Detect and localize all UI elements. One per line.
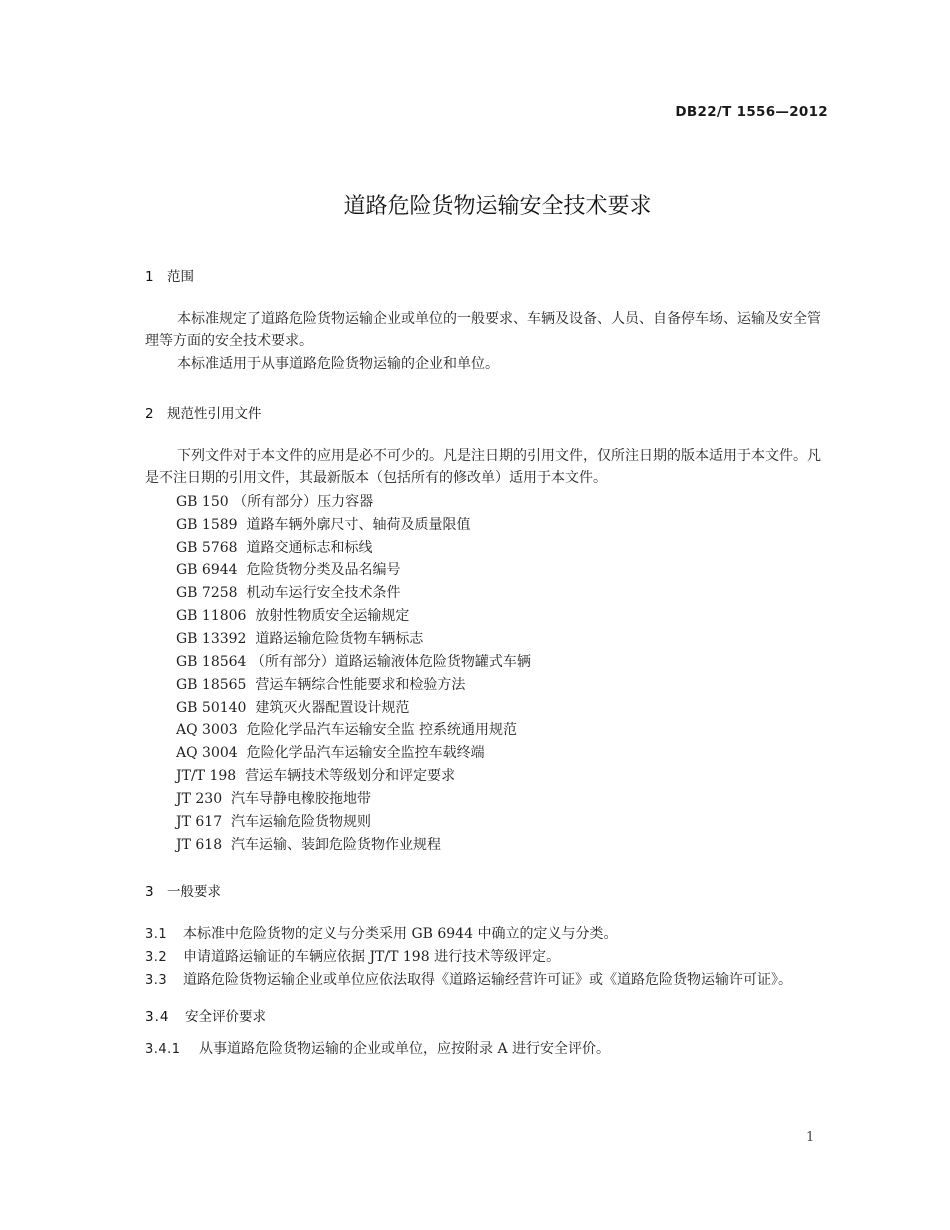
reference-item: GB 1589 道路车辆外廓尺寸、轴荷及质量限值: [176, 517, 471, 533]
document-title: 道路危险货物运输安全技术要求: [343, 194, 652, 219]
section-3-heading: [145, 880, 221, 900]
reference-item: JT 618 汽车运输、装卸危险货物作业规程: [176, 837, 442, 853]
clause-3-2: 3.2 申请道路运输证的车辆应依据 JT/T 198 进行技术等级评定。: [145, 949, 561, 965]
section-number: 2: [145, 406, 154, 422]
reference-item: GB 6944 危险货物分类及品名编号: [176, 562, 401, 578]
section-1-paragraph-1: 本标准规定了道路危险货物运输企业或单位的一般要求、车辆及设备、人员、自备停车场、运输及安全管理等方面的安全技术要求。: [145, 311, 821, 349]
clause-3-3: 3.3 道路危险货物运输企业或单位应依法取得《道路运输经营许可证》或《道路危险货物运输许可证》。: [145, 972, 792, 988]
section-1-heading: [145, 265, 194, 285]
section-title: 范围: [167, 269, 194, 285]
standard-code: DB22/T 1556—2012: [675, 104, 828, 120]
clause-3-1: 3.1 本标准中危险货物的定义与分类采用 GB 6944 中确立的定义与分类。: [145, 926, 618, 942]
reference-item: GB 13392 道路运输危险货物车辆标志: [176, 631, 424, 647]
reference-item: GB 50140 建筑灭火器配置设计规范: [176, 700, 410, 716]
section-title: 一般要求: [167, 884, 221, 900]
section-2-paragraph-1: 下列文件对于本文件的应用是必不可少的。凡是注日期的引用文件，仅所注日期的版本适用于本文件。凡是不注日期的引用文件，其最新版本（包括所有的修改单）适用于本文件。: [145, 448, 821, 486]
clause-3-4-heading: 3.4 安全评价要求: [145, 1009, 266, 1025]
reference-item: GB 150 （所有部分）压力容器: [176, 494, 374, 510]
section-1-paragraph-2: 本标准适用于从事道路危险货物运输的企业和单位。: [177, 356, 499, 372]
reference-item: GB 7258 机动车运行安全技术条件: [176, 585, 401, 601]
reference-item: AQ 3004 危险化学品汽车运输安全监控车载终端: [176, 745, 485, 761]
reference-item: JT/T 198 营运车辆技术等级划分和评定要求: [176, 768, 456, 784]
section-number: 3: [145, 884, 154, 900]
reference-item: GB 5768 道路交通标志和标线: [176, 540, 373, 556]
section-title: 规范性引用文件: [167, 406, 262, 422]
reference-item: GB 11806 放射性物质安全运输规定: [176, 608, 410, 624]
section-2-heading: [145, 402, 262, 422]
reference-item: GB 18564 （所有部分）道路运输液体危险货物罐式车辆: [176, 654, 531, 670]
section-number: 1: [145, 269, 154, 285]
page-number: 1: [806, 1130, 815, 1145]
reference-item: GB 18565 营运车辆综合性能要求和检验方法: [176, 677, 466, 693]
reference-item: JT 230 汽车导静电橡胶拖地带: [176, 791, 372, 807]
clause-3-4-1: 3.4.1 从事道路危险货物运输的企业或单位，应按附录 A 进行安全评价。: [145, 1041, 611, 1057]
reference-item: AQ 3003 危险化学品汽车运输安全监 控系统通用规范: [176, 722, 518, 738]
reference-item: JT 617 汽车运输危险货物规则: [176, 814, 372, 830]
